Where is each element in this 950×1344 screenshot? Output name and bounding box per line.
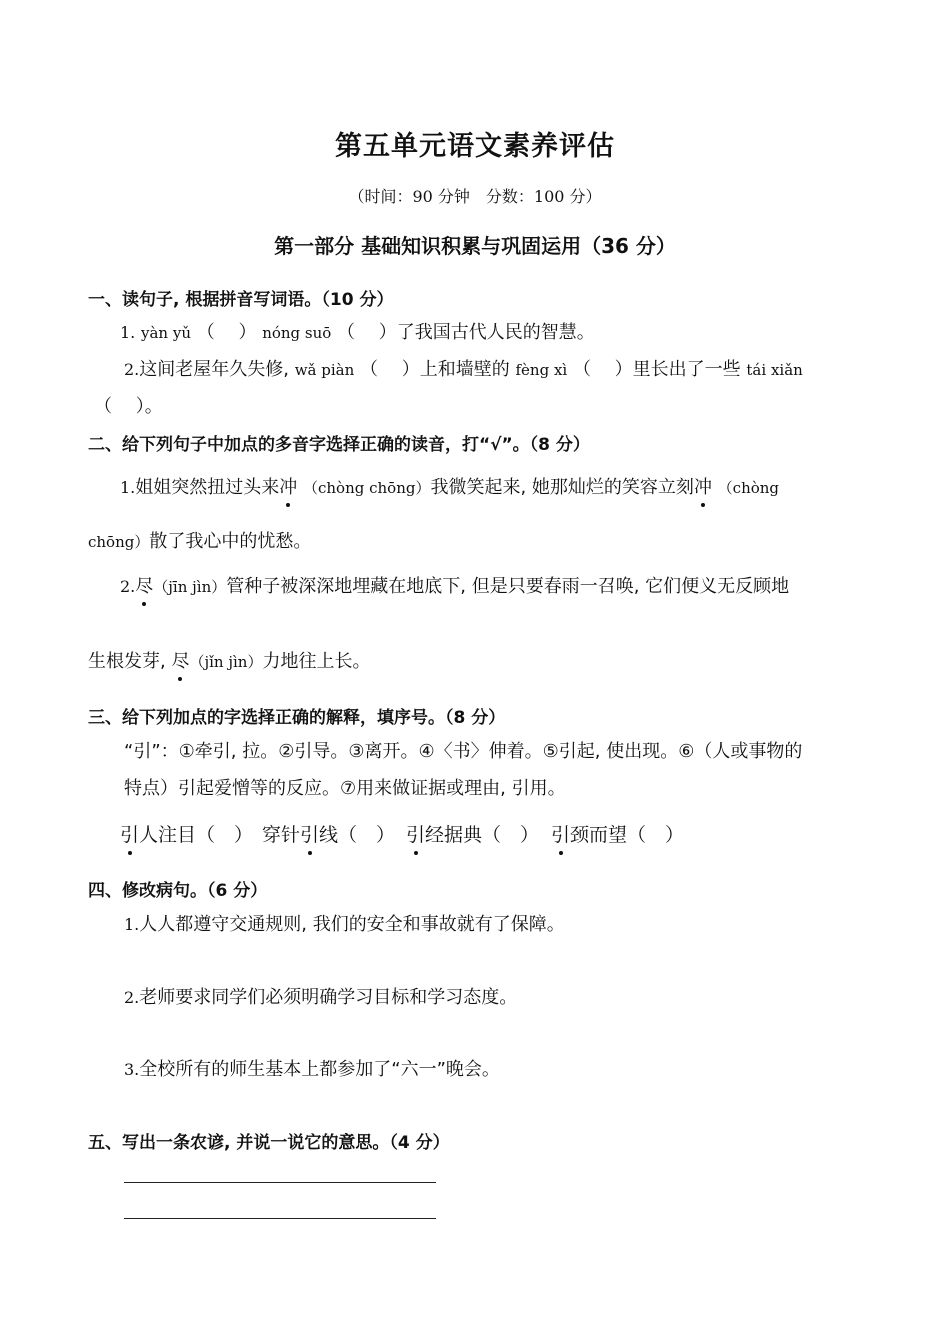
q1-blank-1[interactable]: （ ） xyxy=(196,322,257,343)
section-5-heading: 五、写出一条农谚, 并说一说它的意思。（4 分） xyxy=(88,1133,450,1153)
q1-blank-4[interactable]: （ ） xyxy=(572,359,633,380)
q3-item-1[interactable] xyxy=(120,820,253,847)
q1-line-2 xyxy=(124,355,803,381)
q2-line-2 xyxy=(88,527,311,553)
q2-line-1 xyxy=(120,473,779,499)
q1-blank-2[interactable]: （ ） xyxy=(337,322,397,343)
section-3-heading: 三、给下列加点的字选择正确的解释，填序号。（8 分） xyxy=(88,708,506,728)
q3-definition-line-2: 特点）引起爱憎等的反应。⑦用来做证据或理由, 引用。 xyxy=(124,778,566,799)
q2-line-3 xyxy=(120,572,789,598)
q2-item-1-number: 1. xyxy=(120,478,136,497)
q2-options-4[interactable]: （jǐn jìn） xyxy=(189,653,263,671)
q4-sentence-2-text: 老师要求同学们必须明确学习目标和学习态度。 xyxy=(139,987,518,1008)
q4-sentence-2-number: 2. xyxy=(124,988,140,1007)
q2-dotted-char-4: 尽 xyxy=(171,647,189,673)
section-4-heading: 四、修改病句。（6 分） xyxy=(88,881,268,901)
q1-pinyin-5: tái xiǎn xyxy=(746,361,803,379)
q2-item-2-number: 2. xyxy=(120,577,136,596)
q4-sentence-3 xyxy=(124,1055,500,1081)
q3-item-1-dotted-char: 引 xyxy=(120,820,139,847)
q2-line-3-text: 管种子被深深地埋藏在地底下, 但是只要春雨一召唤, 它们便义无反顾地 xyxy=(226,576,790,597)
q1-pinyin-2: nóng suō xyxy=(262,324,332,342)
q3-item-4-text: 颈而望（ ） xyxy=(570,824,685,846)
q3-item-3[interactable] xyxy=(406,820,539,847)
q3-item-2-prefix: 穿针 xyxy=(262,824,301,846)
q3-item-2[interactable] xyxy=(262,820,395,847)
q1-blank-3[interactable]: （ ） xyxy=(360,359,420,380)
answer-line-2[interactable] xyxy=(124,1218,436,1219)
q1-pinyin-1: yàn yǔ xyxy=(141,324,191,342)
q1-pinyin-3: wǎ piàn xyxy=(294,361,355,379)
q1-line-1-tail: 了我国古代人民的智慧。 xyxy=(396,322,595,343)
section-2-heading: 二、给下列句子中加点的多音字选择正确的读音，打“√”。（8 分） xyxy=(88,435,590,455)
section-1-heading: 一、读句子, 根据拼音写词语。（10 分） xyxy=(88,290,394,310)
q2-options-1[interactable]: （chòng chōng） xyxy=(303,479,431,497)
q1-line-2-text-3: 里长出了一些 xyxy=(632,359,741,380)
q1-item-1-number: 1. xyxy=(120,323,136,342)
q4-sentence-1-number: 1. xyxy=(124,915,140,934)
q4-sentence-3-number: 3. xyxy=(124,1060,140,1079)
q2-line-4-text-1: 生根发芽, xyxy=(88,651,172,672)
q3-definition-line-1: “引”：①牵引, 拉。②引导。③离开。④〈书〉伸着。⑤引起, 使出现。⑥（人或事物的 xyxy=(124,741,803,762)
q1-line-2-text-2: 上和墙壁的 xyxy=(419,359,510,380)
exam-info: （时间：90 分钟 分数：100 分） xyxy=(348,187,602,206)
q2-line-2-text: 散了我心中的忧愁。 xyxy=(149,531,312,552)
q1-item-2-number: 2. xyxy=(124,360,140,379)
q1-line-1 xyxy=(120,318,595,344)
q2-line-4-text-2: 力地往上长。 xyxy=(262,651,371,672)
q2-options-3[interactable]: （jīn jìn） xyxy=(153,578,227,596)
q4-sentence-3-text: 全校所有的师生基本上都参加了“六一”晚会。 xyxy=(139,1059,500,1080)
q2-line-4 xyxy=(88,647,370,673)
page-title: 第五单元语文素养评估 xyxy=(335,131,615,162)
q3-item-3-text: 经据典（ ） xyxy=(425,824,540,846)
q1-blank-5[interactable]: （ ）。 xyxy=(94,396,163,417)
q3-item-1-text: 人注目（ ） xyxy=(139,824,254,846)
q3-item-4-dotted-char: 引 xyxy=(551,820,570,847)
q4-sentence-2 xyxy=(124,983,517,1009)
q2-line-1-text-2: 我微笑起来, 她那灿烂的笑容立刻 xyxy=(430,477,694,498)
q1-pinyin-4: fèng xì xyxy=(515,361,568,379)
q3-item-2-text: 线（ ） xyxy=(319,824,396,846)
q2-options-2-end[interactable]: chōng） xyxy=(88,533,150,551)
q3-item-4[interactable] xyxy=(551,820,684,847)
q2-dotted-char-3: 尽 xyxy=(135,572,153,598)
part-heading: 第一部分 基础知识积累与巩固运用（36 分） xyxy=(274,234,676,258)
q2-dotted-char-1: 冲 xyxy=(279,473,297,499)
q1-line-2-text-1: 这间老屋年久失修, xyxy=(139,359,295,380)
q4-sentence-1 xyxy=(124,910,565,936)
q2-line-1-text-1: 姐姐突然扭过头来 xyxy=(135,477,280,498)
q3-item-2-dotted-char: 引 xyxy=(300,820,319,847)
q4-sentence-1-text: 人人都遵守交通规则, 我们的安全和事故就有了保障。 xyxy=(139,914,565,935)
q2-options-2-start[interactable]: （chòng xyxy=(717,479,780,497)
q3-item-3-dotted-char: 引 xyxy=(406,820,425,847)
answer-line-1[interactable] xyxy=(124,1182,436,1183)
q2-dotted-char-2: 冲 xyxy=(694,473,712,499)
